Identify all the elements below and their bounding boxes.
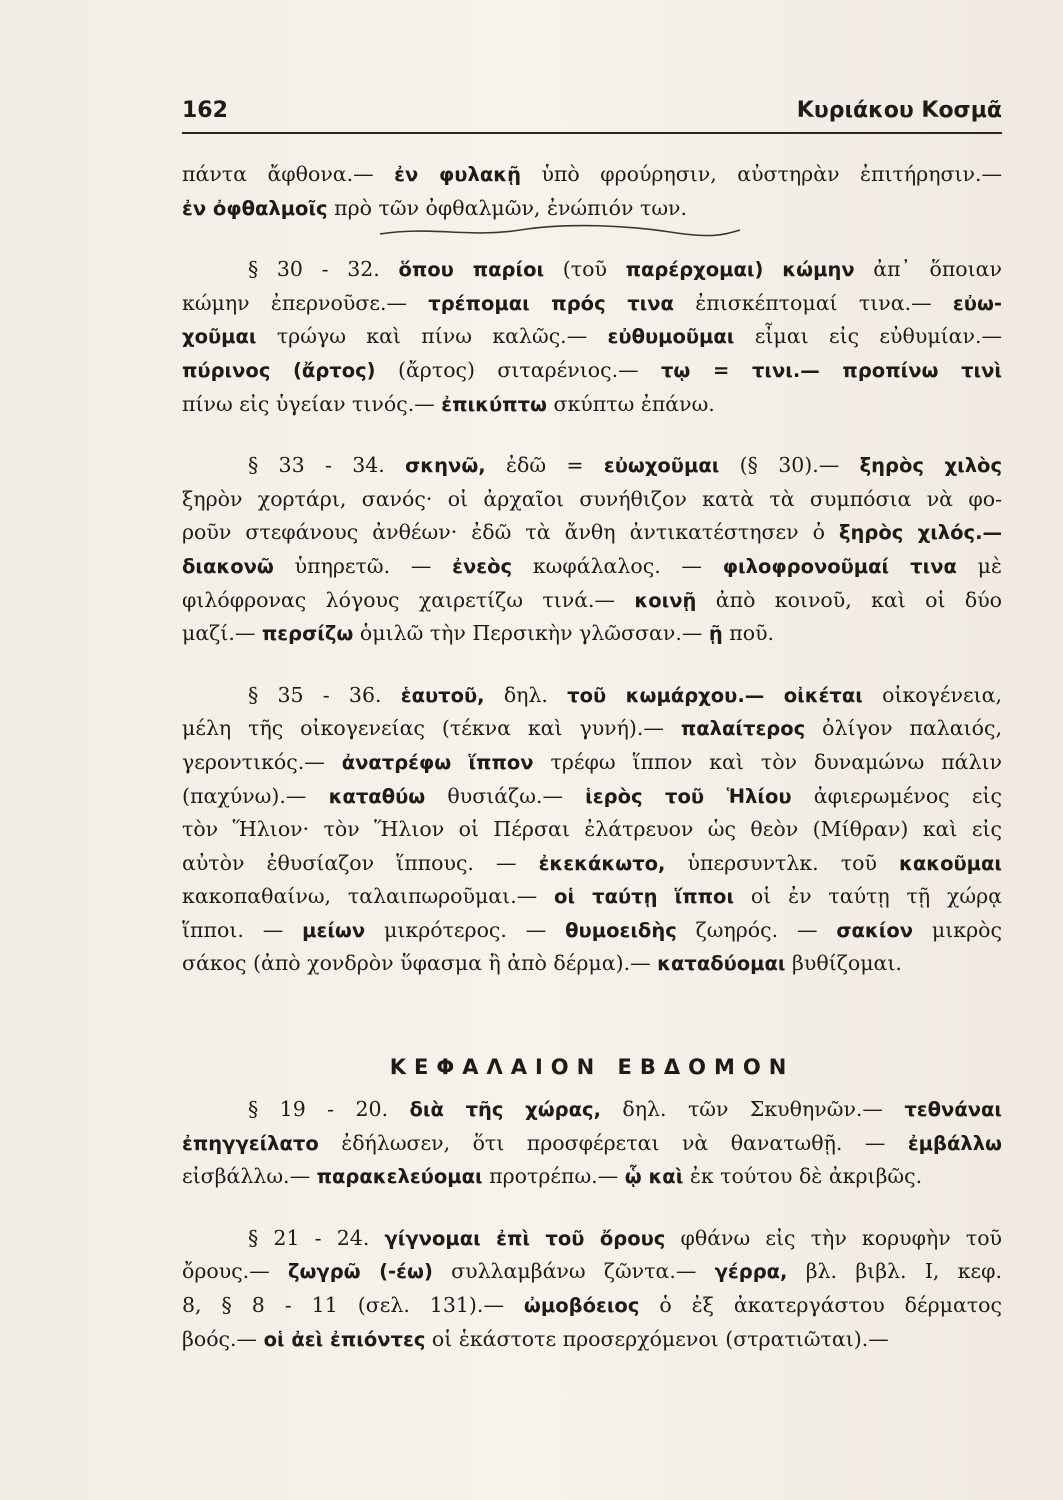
text-line [182, 780, 1002, 814]
text-line [182, 1093, 1002, 1127]
lemma-term: εὐω- [952, 291, 1002, 315]
gloss-text: § 35 - 36. [248, 682, 401, 707]
lemma-term: πύρινος (ἄρτος) [182, 358, 376, 382]
gloss-text: πάντα ἄφθονα.— [182, 162, 395, 186]
lemma-term: ἐν φυλακῇ [394, 163, 521, 186]
gloss-text: οἱ ἐν ταύτῃ τῇ χώρᾳ [734, 884, 1002, 909]
gloss-text: ὑπὸ φρούρησιν, αὐστηρὰν ἐπιτήρησιν.— [520, 162, 1003, 186]
paragraph-4 [182, 679, 1002, 981]
gloss-text: ἀπ᾽ ὅποιαν [854, 257, 1002, 282]
gloss-text: τρέφω ἵππον καὶ τὸν δυναμώνω πάλιν [533, 749, 1003, 774]
lemma-term: διακονῶ [182, 554, 274, 578]
lemma-term: ἐμβάλλω [907, 1131, 1002, 1155]
text-line [182, 914, 1002, 948]
lemma-term: ἐνεὸς [452, 554, 513, 578]
gloss-text: ποῦ. [722, 621, 775, 646]
lemma-term: ῇ [708, 622, 723, 646]
text-line [182, 947, 1002, 981]
lemma-term: θυμοειδὴς [565, 918, 677, 942]
gloss-text: θυσιάζω.— [425, 783, 586, 808]
paragraph-6 [182, 1222, 1002, 1356]
lemma-term: τῳ = τινι.— προπίνω τινὶ [660, 358, 1002, 382]
lemma-term: τρέπομαι πρός τινα [428, 291, 674, 315]
gloss-text: ἀφιερωμένος εἰς [791, 783, 1002, 808]
chapter-title: ΚΕΦΑΛΑΙΟΝ ΕΒΔΟΜΟΝ [389, 1055, 795, 1080]
text-line [182, 617, 1002, 651]
paragraph-2 [182, 253, 1002, 421]
text-line [182, 584, 1002, 618]
lemma-term: κακοῦμαι [898, 851, 1002, 875]
gloss-text: βυθίζομαι. [785, 951, 902, 976]
paragraph-3 [182, 449, 1002, 651]
lemma-term: ζωγρῶ (-έω) [287, 1260, 433, 1284]
text-line [182, 1255, 1002, 1289]
lemma-term: σκηνῶ, [405, 454, 486, 478]
text-line [182, 516, 1002, 550]
gloss-text: § 33 - 34. [248, 453, 406, 478]
paragraph-1 [182, 158, 1002, 225]
gloss-text: εἰσβάλλω.— [182, 1164, 317, 1189]
text-line [182, 880, 1002, 914]
gloss-text: ὄρους.— [182, 1259, 288, 1284]
text-line [182, 746, 1002, 780]
lemma-term: γίγνομαι ἐπὶ τοῦ ὄρους [384, 1226, 666, 1250]
lemma-term: μείων [302, 918, 366, 942]
lemma-term: ὅπου παρίοι [398, 258, 545, 282]
gloss-text: ὀλίγον παλαιός, [805, 716, 1002, 741]
gloss-text: πρὸ τῶν ὀφθαλμῶν, ἐνώπιόν των. [327, 195, 688, 220]
text-line [182, 813, 1002, 847]
gloss-text: τὸν Ἥλιον· τὸν Ἥλιον οἱ Πέρσαι ἐλάτρευον ὡς θεὸν (Μίθραν) καὶ εἰς [182, 817, 1002, 842]
gloss-text: ἐκ τούτου δὲ ἀκριβῶς. [683, 1164, 923, 1189]
lemma-term: ἀνατρέφω ἵππον [341, 750, 534, 774]
gloss-text: σάκος (ἀπὸ χονδρὸν ὕφασμα ἢ ἀπὸ δέρμα).— [182, 951, 658, 976]
gloss-text: κωφάλαλος. — [512, 553, 723, 578]
gloss-text: ροῦν στεφάνους ἀνθέων· ἐδῶ τὰ ἄνθη ἀντικατέστησεν ὁ [182, 520, 839, 545]
lemma-term: ᾧ καὶ [624, 1165, 684, 1189]
lemma-term: εὐθυμοῦμαι [607, 325, 735, 349]
gloss-text: οἰκογένεια, [862, 682, 1002, 707]
gloss-text: ἐπισκέπτομαί τινα.— [673, 290, 953, 315]
gloss-text: (ἄρτος) σιταρένιος.— [375, 357, 661, 382]
gloss-text: ὑπερσυντλκ. τοῦ [665, 850, 899, 875]
gloss-text: μὲ [956, 553, 1003, 578]
lemma-term: ἐν ὀφθαλμοῖς [182, 196, 328, 220]
gloss-text: μέλη τῆς οἰκογενείας (τέκνα καὶ γυνή).— [182, 716, 681, 741]
text-line [182, 449, 1002, 483]
gloss-text: § 21 - 24. [248, 1225, 385, 1250]
gloss-text: τρώγω καὶ πίνω καλῶς.— [256, 324, 608, 349]
gloss-text: (τοῦ [544, 257, 626, 282]
gloss-text: § 19 - 20. [248, 1097, 410, 1122]
running-head: Κυριάκου Κοσμᾶ [796, 98, 1002, 123]
lemma-term: ὠμοβόειος [523, 1294, 640, 1318]
gloss-text: ζωηρός. — [676, 917, 837, 942]
lemma-term: εὐωχοῦμαι [603, 454, 720, 478]
lemma-term: ἐπηγγείλατο [182, 1131, 319, 1155]
lemma-term: διὰ τῆς χώρας, [409, 1098, 601, 1122]
lemma-term: ξηρὸς χιλός.— [838, 521, 1002, 545]
paragraph-5 [182, 1093, 1002, 1194]
text-line [182, 253, 1002, 287]
text-line [182, 1323, 1002, 1357]
gloss-text: εἶμαι εἰς εὐθυμίαν.— [734, 324, 1003, 349]
gloss-text: κώμην ἐπερνοῦσε.— [182, 290, 429, 315]
text-line [182, 712, 1002, 746]
lemma-term: ἑαυτοῦ, [400, 683, 485, 707]
gloss-text: οἱ ἑκάστοτε προσερχόμενοι (στρατιῶται).— [425, 1326, 889, 1351]
lemma-term: τεθνάναι [904, 1098, 1002, 1122]
gloss-text: (παχύνω).— [182, 783, 329, 808]
gloss-text: πίνω εἰς ὑγείαν τινός.— [182, 391, 442, 416]
lemma-term: παλαίτερος [680, 717, 806, 741]
gloss-text: βοός.— [182, 1326, 264, 1351]
text-line [182, 1222, 1002, 1256]
lemma-term: ἐπικύπτω [441, 392, 547, 416]
gloss-text: προτρέπω.— [482, 1164, 625, 1189]
gloss-text: φιλόφρονας λόγους χαιρετίζω τινά.— [182, 587, 635, 612]
text-line [182, 483, 1002, 517]
gloss-text: γεροντικός.— [182, 749, 342, 774]
gloss-text: μικρότερος. — [365, 917, 566, 942]
gloss-text: ὁ ἐξ ἀκατεργάστου δέρματος [639, 1293, 1002, 1318]
gloss-text: δηλ. [484, 682, 568, 707]
gloss-text: (§ 30).— [719, 453, 860, 478]
lemma-term: καταδύομαι [657, 952, 786, 976]
lemma-term: κοινῇ [634, 588, 697, 612]
commentary-text [182, 158, 1002, 1356]
lemma-term: οἱ ταύτῃ ἵπποι [554, 885, 735, 909]
text-line [182, 1127, 1002, 1161]
text-line [182, 320, 1002, 354]
gloss-text: ἐδῶ = [485, 453, 604, 478]
lemma-term: τοῦ κωμάρχου.— οἰκέται [567, 683, 863, 707]
gloss-text: ἐδήλωσεν, ὅτι προσφέρεται νὰ θανατωθῇ. — [318, 1130, 908, 1155]
lemma-term: ἐκεκάκωτο, [538, 851, 666, 875]
gloss-text: κακοπαθαίνω, ταλαιπωροῦμαι.— [182, 884, 555, 909]
gloss-text: § 30 - 32. [248, 257, 399, 282]
lemma-term: φιλοφρονοῦμαί τινα [722, 554, 957, 578]
lemma-term: περσίζω [261, 622, 354, 646]
gloss-text: μικρὸς [913, 917, 1002, 942]
lemma-term: σακίον [836, 918, 914, 942]
lemma-term: παρέρχομαι) κώμην [625, 258, 855, 282]
page-number: 162 [182, 98, 228, 123]
gloss-text: δηλ. τῶν Σκυθηνῶν.— [601, 1097, 905, 1122]
text-line [182, 287, 1002, 321]
text-line [182, 847, 1002, 881]
text-line [182, 1160, 1002, 1194]
gloss-text: αὐτὸν ἐθυσίαζον ἵππους. — [182, 850, 539, 875]
gloss-text: ὑπηρετῶ. — [273, 553, 453, 578]
gloss-text: συλλαμβάνω ζῶντα.— [432, 1259, 715, 1284]
lemma-term: χοῦμαι [182, 325, 257, 349]
gloss-text: μαζί.— [182, 621, 262, 646]
lemma-term: καταθύω [328, 784, 426, 808]
text-line [182, 679, 1002, 713]
text-line [182, 1289, 1002, 1323]
text-line [182, 158, 1002, 192]
lemma-term: παρακελεύομαι [316, 1165, 483, 1189]
gloss-text: ξηρὸν χορτάρι, σανός· οἱ ἀρχαῖοι συνήθιζον κατὰ τὰ συμπόσια νὰ φο- [182, 486, 1002, 511]
text-line [182, 192, 1002, 226]
text-line [182, 388, 1002, 422]
page-header [182, 96, 1002, 134]
text-line [182, 354, 1002, 388]
lemma-term: γέρρα, [714, 1260, 788, 1284]
text-line [182, 550, 1002, 584]
lemma-term: ἱερὸς τοῦ Ἡλίου [585, 784, 792, 808]
lemma-term: οἱ ἀεὶ ἐπιόντες [263, 1327, 426, 1351]
gloss-text: ἀπὸ κοινοῦ, καὶ οἱ δύο [696, 587, 1002, 612]
gloss-text: βλ. βιβλ. Ι, κεφ. [787, 1259, 1002, 1284]
lemma-term: ξηρὸς χιλὸς [859, 454, 1002, 478]
gloss-text: 8, § 8 - 11 (σελ. 131).— [182, 1293, 524, 1318]
gloss-text: ὁμιλῶ τὴν Περσικὴν γλῶσσαν.— [353, 621, 709, 646]
gloss-text: φθάνω εἰς τὴν κορυφὴν τοῦ [665, 1225, 1003, 1250]
gloss-text: σκύπτω ἐπάνω. [546, 391, 715, 416]
gloss-text: ἵπποι. — [182, 917, 303, 942]
